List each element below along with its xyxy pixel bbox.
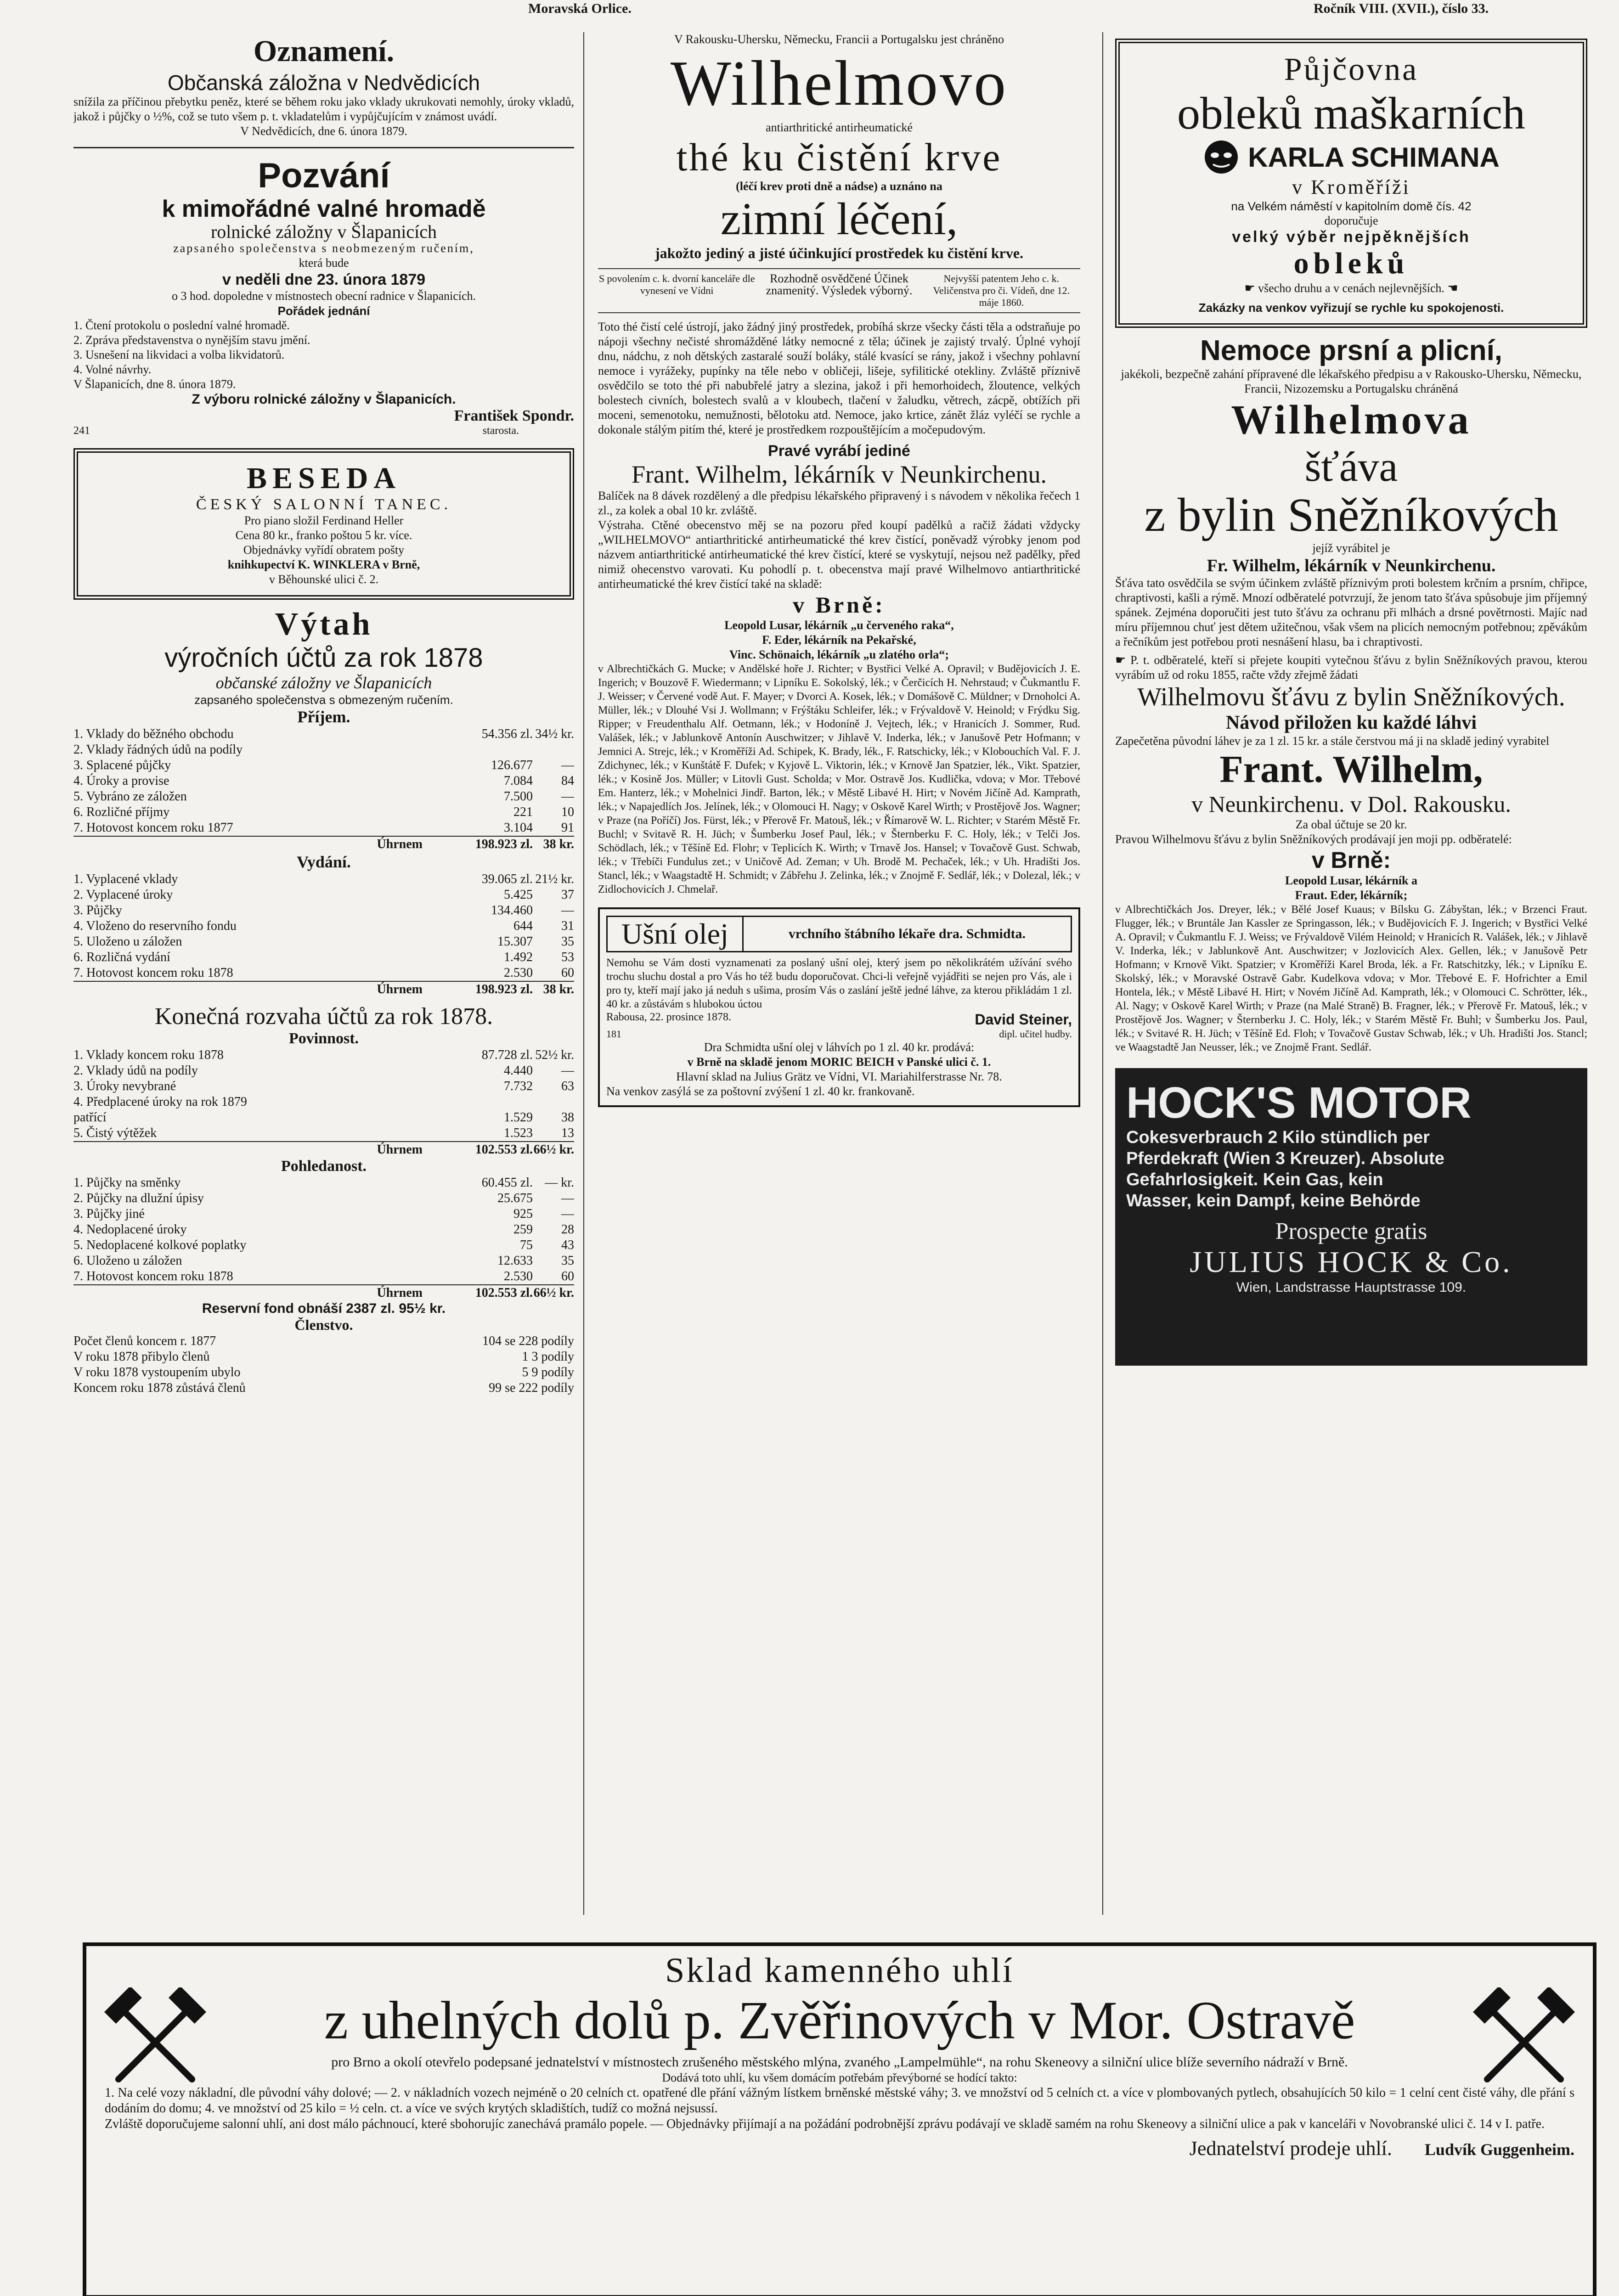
poradek-item: 2. Zpráva představenstva o nynějším stavu jmění. xyxy=(73,333,310,347)
ad-number: 241 xyxy=(73,425,90,437)
row-value: 126.677 xyxy=(491,758,533,772)
row-value: 134.460 xyxy=(491,903,533,917)
ad-number: 181 xyxy=(606,1028,621,1040)
hock-title: HOCK'S MOTOR xyxy=(1126,1078,1472,1127)
row-kr: 10 xyxy=(561,805,574,819)
coal-sign2: Ludvík Guggenheim. xyxy=(1424,2140,1574,2159)
row-value xyxy=(432,1094,533,1110)
wilhelm-vystraha: Výstraha. Ctěné obecenstvo měj se na pozoru před koupí padělků a račiž žádati vždycky „WILHELMOVO“ antiarthritické antirheumatické thé krev čistící, poněvadž výrobky jenom pod názvem antiarthritické antirheumatické thé krev čistící, které se vyskytují, nejsou než padělky, před nimiž ohecenstvo varovati. Ku pohodlí p. t. obecenstva mají pravé Wilhelmovo antiarthritické antirheumatické thé krev čistící také na skladě: xyxy=(598,518,1080,591)
page-header xyxy=(0,0,1619,16)
row-value: 87.728 zl. xyxy=(481,1048,533,1062)
hock-line: Cokesverbrauch 2 Kilo stündlich per xyxy=(1126,1128,1430,1147)
total-label: Úhrnem xyxy=(377,1142,423,1157)
row-label: 1. Vyplacené vklady xyxy=(73,872,178,886)
wilhelm-balicek: Balíček na 8 dávek rozdělený a dle předpisu lékařského připravený i s návodem v několika řečech 1 zl., za kolek a obal 10 kr. zvláště. xyxy=(598,489,1080,517)
row-kr: — xyxy=(561,758,574,772)
povinnost-table xyxy=(73,1047,574,1141)
beseda-line: v Běhounské ulici č. 2. xyxy=(269,573,379,586)
wilhelm-mini-row xyxy=(598,268,1080,313)
row-kr xyxy=(533,742,574,758)
z-bylin-title: z bylin Sněžníkových xyxy=(1144,489,1558,541)
beseda-title: BESEDA xyxy=(246,461,401,495)
row-label: V roku 1878 vystoupením ubylo xyxy=(73,1365,241,1379)
row-label: 5. Uloženo u záložen xyxy=(73,934,182,949)
hand-pointer-icon: ☛ xyxy=(1244,281,1258,295)
oznameni-place: V Nedvědicích, dne 6. února 1879. xyxy=(240,124,407,138)
row-label: 5. Nedoplacené kolkové poplatky xyxy=(73,1238,247,1252)
beseda-ad xyxy=(73,448,574,600)
table-row xyxy=(73,903,574,918)
stava-vbrne: v Brně: xyxy=(1311,847,1391,873)
usni-sign-row xyxy=(606,1011,1072,1028)
row-kr: 38 xyxy=(561,1110,574,1125)
wilhelmova-title: Wilhelmova xyxy=(1231,397,1472,443)
coal-big: z uhelných dolů p. Zvěřinových v Mor. Ostravě xyxy=(324,1990,1355,2050)
seller-line: Vinc. Schönaich, lékárník „u zlatého orla“; xyxy=(729,648,949,661)
row-label: Koncem roku 1878 zůstává členů xyxy=(73,1381,246,1395)
row-kr: 35 xyxy=(561,934,574,949)
seller-line: Leopold Lusar, lékárník a xyxy=(1285,874,1417,887)
total-kr: 38 kr. xyxy=(543,982,574,996)
pozvani-role: starosta. xyxy=(482,425,519,437)
wilhelm-title: Wilhelmovo xyxy=(670,48,1008,119)
table-row xyxy=(73,950,574,965)
coal-sign xyxy=(105,2137,1574,2160)
rozvaha-title: Konečná rozvaha účtů za rok 1878. xyxy=(154,1003,493,1030)
pujcovna-vyber: velký výběr nejpěknějších xyxy=(1232,228,1471,246)
wilhelm-pravy: Pravé vyrábí jediné xyxy=(768,442,910,460)
row-value: 5.425 xyxy=(504,888,533,902)
table-row xyxy=(73,887,574,903)
stava-obal: Za obal účtuje se 20 kr. xyxy=(1295,818,1407,831)
reserve-fund: Reservní fond obnáší 2387 zl. 95½ kr. xyxy=(202,1301,446,1316)
vytah-type: zapsaného společenstva s obmezeným ručením. xyxy=(194,693,453,707)
total-label: Úhrnem xyxy=(377,982,423,996)
oznameni-body: snížila za příčinou přebytku peněz, které se během roku jako vklady ukrukovati nemohly, úroky vkladů, jakož i půjčky o ½%, což se tuto všem p. t. vkladatelům i vypůjčujícím v známost uvádí. xyxy=(73,95,574,123)
vydani-title: Vydání. xyxy=(297,853,351,871)
row-kr: 21½ kr. xyxy=(535,872,574,886)
row-kr: 63 xyxy=(561,1079,574,1093)
hock-line: Wasser, kein Dampf, keine Behörde xyxy=(1126,1191,1421,1210)
pujcovna-addr: na Velkém náměstí v kapitolním domě čís. 42 xyxy=(1231,199,1472,213)
wilhelm-cure: zimní léčení, xyxy=(720,193,958,244)
row-value: 1 3 podíly xyxy=(522,1350,574,1364)
stava-title: šťáva xyxy=(1304,443,1398,490)
row-value: 104 se 228 podíly xyxy=(482,1334,574,1348)
wilhelm-body: Toto thé čistí celé ústrojí, jako žádný jiný prostředek, probíhá skrze všecky části těla a odstraňuje po nápoji všechny nečisté shromážděné látky nemocné z těla; účinek je zajistý trvalý. Úplné vyhojí dnu, nádchu, z noh dětských zastaralé souží boláky, stálé kvasící se rány, jakož i všechny pohlavní nemoce i vyrážeky, pupínky na těle nebo v obličeji, lišeje, syfilitické otekliny. Zvláště příznivě osvědčilo se toto thé při nabubřelé jatry a slezina, jakož i při hemorhoidech, žloutence, velkých bolestech civních, bolestech svalů a v kloubech, tlačení v žaludku, větrech, zácpě, obtížích při moceni, semenotoku, nemužnosti, bělotoku atd. Nemoce, jako krtice, zánět žláz vyléčí se rychle a dokonale stálým pitím thé, které je prostředkem rozpouštějícím a močepudovým. xyxy=(598,320,1080,436)
vytah-org: občanské záložny ve Šlapanicích xyxy=(215,674,432,692)
mini-cell: Rozhodně osvědčené Účinek znamenitý. Výsledek výborný. xyxy=(766,272,913,297)
row-kr: — xyxy=(561,903,574,917)
poradek-list xyxy=(73,318,574,377)
usni-title: Ušní olej xyxy=(608,917,744,951)
row-label: 1. Půjčky na směnky xyxy=(73,1176,181,1190)
row-label: 4. Nedoplacené úroky xyxy=(73,1222,187,1237)
beseda-line: knihkupectví K. WINKLERA v Brně, xyxy=(227,558,420,571)
oznameni-sub: Občanská záložna v Nedvědicích xyxy=(167,71,480,95)
header-right: Ročník VIII. (XVII.), číslo 33. xyxy=(1314,1,1489,16)
table-row xyxy=(73,1175,574,1191)
pozvani-type: zapsaného společenstva s neobmezeným ručením, xyxy=(173,242,474,255)
row-value: 2.530 xyxy=(504,966,533,980)
hand-pointer-icon: ☚ xyxy=(1444,281,1458,295)
usni-sub: vrchního štábního lékaře dra. Schmidta. xyxy=(788,926,1026,941)
row-kr: — xyxy=(561,1191,574,1205)
clenstvo-title: Členstvo. xyxy=(294,1317,353,1333)
hock-motor-ad xyxy=(1115,1068,1587,1366)
pujcovna-druhy xyxy=(1128,281,1574,296)
seller-line: Leopold Lusar, lékárník „u červeného raka“, xyxy=(724,619,954,632)
row-value: 221 xyxy=(513,805,533,819)
total-label: Úhrnem xyxy=(377,1286,423,1300)
total-value: 198.923 zl. xyxy=(475,982,533,996)
row-value: 75 xyxy=(520,1238,533,1252)
row-label: 1. Vklady koncem roku 1878 xyxy=(73,1048,224,1062)
mini-cell: Nejvyšší patentem Jeho c. k. Veličenstva pro či. Vídeň, dne 12. máje 1860. xyxy=(933,273,1070,308)
table-row xyxy=(73,918,574,934)
row-value: 60.455 zl. xyxy=(481,1176,533,1190)
row-label: 6. Uloženo u záložen xyxy=(73,1254,182,1268)
vydani-table xyxy=(73,872,574,981)
stava-sellers: v Albrechtičkách Jos. Dreyer, lék.; v Bělé Josef Kuaus; v Bílsku G. Zábyštan, lék.; v Brzenci Fraut. Flugger, lék.; v Bruntále Jan Kassler ze Springasson, lék.; v Budějovicích F. J. Ingerich; v Bystřici Velké A. Opravil; v Čukmantlu F. J. Weiss; ve Frývaldově Vilém Heinold; v Hranicích R. Valášek, lék.; v Jihlavě V. Inderka, lék.; v Jablunkově Ant. Auschwitzer; v Jozlovicích Alex. Gellen, lék.; v Janušově Petr Hofmann; v Krnově Vikt. Spatzier; v Kroměříži Karel Brodа, lék. a Fr. Ratschitzky, lék.; v Lipníku E. Skolský, lék.; v Moravské Ostravě Gabr. Kudelkova vdova; v Mor. Třebové E. F. Hofrichter a Emil Hontela, lék.; v Městě Libavé H. Hirt; v Novém Jičíně Ad. Kamprath, lék.; v Olomouci C. Schrötter, lék., Al. Nagy; v Oskově Karel Wirth; v Praze (na Malé Straně) B. Fragner, lék.; v Přerově Fr. Matouš, lék.; v Prostějově Jos. Wagner; v Šternberku J. C. Holy, lék.; v Starém Městě Fr. Buhl; v Šumberku Jos. Paul, lék.; v Svitavé R. H. Jüch; v Těšíně Ed. Floh; v Tovačově Gustav Schwab, lék.; v Uh. Hradišti Jos. Stancl; ve Waagstadtě Jan Neusser, lék.; ve Znojmě Frant. Sedlář. xyxy=(1115,904,1587,1053)
wilhelm-tagline: jakožto jediný a jisté účinkující prostředek ku čistění krve. xyxy=(654,245,1024,261)
table-row xyxy=(73,1253,574,1269)
row-value: 54.356 zl. xyxy=(481,727,533,741)
wilhelm-sellers: v Albrechtičkách G. Mucke; v Andělské hoře J. Richter; v Bystřici Velké A. Opravil; v Budějovicích J. E. Ingerich; v Bouzově F. Wiedermann; v Lipníku E. Sokolský, lék.; v Čerčicích H. Nehrstaud; v Čukmantlu F. J. Weisser; v Červené vodě Aut. F. Mayer; v Dvorci A. Kosek, lék.; v Domášově C. Müldner; v Drnoholci A. Müller, lék.; v Dlouhé Vsi J. Wollmann; v Frýštáku Schleifer, lék.; v Frývaldově V. Heinold; v Frýdku Sig. Ripper; v Freudenthalu Alf. Oetmann, lék.; v Hodoníně J. Vejtech, lék.; v Hranicích J. Sommer, Rud. Valášek, lék.; v Jablunkově Antonín Auschwitzer; v Jihlavě V. Inderka, lék.; v Janušově Petr Hofmann; v Jemnici A. Strejc, lék.; v Kroměříži Ad. Schipek, K. Brady, lék., F. Ratschicky, lék.; v Klobouchích Val. F. J. Zdichynec, lék.; v Kunštátě F. Dufek; v Kyjově L. Viktorin, lék.; v Krnově Jan Spatzier, lék., Vikt. Spatzier, lék.; v Kosině Jos. Müller; v Litovli Gust. Scholda; v Mor. Ostravě Jos. Kudlička, vdova; v Mor. Třebové Em. Hanterz, lék.; v Mohelnici Jindř. Barton, lék.; v Městě Libavé H. Hirt; v Novém Jičíně Ad. Kamprath, lék.; v Napajedlích Jos. Jelínek, lék.; v Olomouci H. Nagy; v Oskově Karel Wirth; v Prostějově Jos. Wagner; v Praze (na Poříčí) Jos. Fürst, lék.; v Přerově Fr. Matouš, lék.; v Římarově W. L. Richter; v Starém Městě Fr. Buchl; v Svitavě R. H. Jüch; v Šumberku Josef Paul, lék.; v Šternberku F. C. Holy, lék.; v Telči Jos. Schödlach, lék.; v Těšíně Ed. Flohr; v Teplicích K. Wirth; v Trnavě Jos. Hansel; v Tovačově Gust. Schwab, lék.; v Třebíči Fundulus zet.; v Uničově Ad. Zeman; v Uh. Brodě M. Pechaček, lék.; v Uh. Hradišti Jos. Stancl, lék.; v Waagstadtě H. Schmidt; v Zábřehu J. Zelinka, lék.; v Znojmě F. Sedlář, lék.; v Dolezal, lék.; v Zidlochovicích J. Chmelař. xyxy=(598,663,1080,895)
row-kr: 43 xyxy=(561,1238,574,1252)
row-label: 4. Vloženo do reservního fondu xyxy=(73,919,237,933)
hock-line: Pferdekraft (Wien 3 Kreuzer). Absolute Gefahrlosigkeit. Kein Gas, kein xyxy=(1126,1149,1444,1189)
table-row xyxy=(73,820,574,836)
hock-line: JULIUS HOCK & Co. xyxy=(1190,1245,1513,1279)
row-label: 7. Hotovost koncem roku 1878 xyxy=(73,966,233,980)
crossed-hammers-icon xyxy=(1469,1987,1579,2098)
pozvani-sub: k mimořádné valné hromadě xyxy=(162,196,486,222)
stava-pt-text: P. t. odběratelé, kteří si přejete koupiti vytečnou šťávu z bylin Sněžníkových pravou, kterou vyrábím už od roku 1855, račte vždy zřejmě žádati xyxy=(1115,653,1588,681)
stava-pt xyxy=(1115,653,1587,682)
row-value: 7.084 xyxy=(504,774,533,788)
row-label: 3. Půjčky jiné xyxy=(73,1207,145,1221)
row-kr xyxy=(533,1094,574,1110)
row-label: 7. Hotovost koncem roku 1878 xyxy=(73,1269,233,1283)
prijem-title: Příjem. xyxy=(297,708,350,726)
table-row xyxy=(73,1079,574,1094)
usni-line: Na venkov zasýlá se za poštovní zvýšení 1 zl. 40 kr. frankovaně. xyxy=(606,1085,915,1098)
table-row xyxy=(73,789,574,805)
coal-line1: pro Brno a okolí otevřelo podepsané jednatelství v místnostech zrušeného městského mlýna, zvaného „Lampelmühle“, na rohu Skeneovy a silniční ulice blíže severního nádraží v Brně. xyxy=(331,2054,1348,2070)
pujcovna-name: KARLA SCHIMANA xyxy=(1248,141,1500,173)
seller-line: Fraut. Eder, lékárník; xyxy=(1295,889,1408,902)
clenstvo-table xyxy=(73,1334,574,1396)
stava-maker-intro: jejíž vyrábitel je xyxy=(1312,541,1390,555)
povinnost-title: Povinnost. xyxy=(288,1030,359,1047)
row-label: patřící xyxy=(73,1110,107,1125)
pohledanost-table xyxy=(73,1175,574,1284)
wilhelm-subtitle: antiarthritické antirheumatické xyxy=(766,121,913,134)
total-kr: 66½ kr. xyxy=(533,1286,574,1300)
row-label: 5. Vybráno ze záložen xyxy=(73,789,187,804)
row-label: 5. Čistý výtěžek xyxy=(73,1126,157,1140)
table-row xyxy=(73,1191,574,1206)
row-label: 3. Půjčky xyxy=(73,903,122,917)
prijem-total xyxy=(73,836,574,852)
pujcovna-city: v Kroměříži xyxy=(1292,176,1410,198)
usni-body: Nemohu se Vám dosti vyznamenati za poslaný ušní olej, který jsem po několikrátém užívání svého trochu sluchu dostal a pro Vás ho též budu doporučovat. Chci-li veřejně vyjádřiti se nejen pro Vás, ale i pro ty, kteří mají jako já neduh s ušima, prosím Vás o zaslání ještě jedné láhve, za kterou přikládám 1 zl. 40 kr. a zůstávám s hlubokou úctou xyxy=(606,957,1072,1010)
stava-body: Šťáva tato osvědčila se svým účinkem zvláště příznivým proti bolestem krčním a prsním, chřipce, chraptivosti, kašli a rýmě. Mnozí odběratelé potvrzují, že jenom tato šťáva spůsobuje jim příjemný spánek. Zejména doporučiti jest tuto šťávu za ochranu při mlhách a drsné povětrnosti. Majíc nad míru příjemnou chuť jest dětem užitečnou, však všem na plicích nemocným potřebnou; zpěvákům a řečníkům jest potřebou proti nesnášení hlasu, ba i chraptivosti. xyxy=(1115,576,1587,648)
poradek-item: 4. Volné návrhy. xyxy=(73,363,152,376)
row-label: 2. Vyplacené úroky xyxy=(73,888,173,902)
row-kr: 84 xyxy=(561,774,574,788)
row-label: 3. Splacené půjčky xyxy=(73,758,171,772)
usni-meta xyxy=(606,1028,1072,1040)
vydani-total xyxy=(73,981,574,997)
vytah-sub: výročních účtů za rok 1878 xyxy=(164,643,483,673)
pujcovna-obleku: obleků maškarních xyxy=(1177,88,1526,139)
row-value: 1.523 xyxy=(504,1126,533,1140)
row-kr: 60 xyxy=(561,1269,574,1283)
row-value: 5 9 podíly xyxy=(522,1365,574,1379)
row-value: 25.675 xyxy=(497,1191,533,1205)
header-center: Moravská Orlice. xyxy=(528,1,632,16)
pujcovna-druhy-text: všecho druhu a v cenách nejlevnějších. xyxy=(1258,281,1444,295)
row-value: 1.529 xyxy=(504,1110,533,1125)
row-kr: 28 xyxy=(561,1222,574,1237)
pujcovna-name-row xyxy=(1128,139,1574,175)
table-row xyxy=(73,726,574,742)
row-kr: — xyxy=(561,1064,574,1078)
row-label: 2. Vklady řádných údů na podíly xyxy=(73,743,243,757)
table-row xyxy=(73,805,574,820)
pujcovna-title: Půjčovna xyxy=(1284,52,1419,87)
pozvani-title: Pozvání xyxy=(258,156,390,195)
table-row xyxy=(73,1269,574,1284)
stava-maker: Fr. Wilhelm, lékárník v Neunkirchenu. xyxy=(1207,556,1496,575)
pujcovna-doporucuje: doporučuje xyxy=(1324,214,1378,227)
coal-line4: Zvláště doporučujeme salonní uhlí, ani dost málo páchnoucí, které sbohorujíc zanechává pramálo popele. — Objednávky přijímají a na požádání podrobnější zprávu podávají ve skladě samém na rohu Skeneovy a silniční ulice a pak v kanceláři v Novobranské ulici č. 14 v I. patře. xyxy=(105,2117,1545,2131)
column-left xyxy=(73,32,574,1915)
table-row xyxy=(73,1380,574,1396)
prijem-table xyxy=(73,726,574,836)
table-row xyxy=(73,1206,574,1222)
coal-ad xyxy=(83,1942,1596,2296)
coal-line2: Dodává toto uhlí, ku všem domácím potřebám převýborné se hodící takto: xyxy=(662,2071,1017,2084)
row-value: 7.732 xyxy=(504,1079,533,1093)
wilhelm-product: thé ku čistění krve xyxy=(676,135,1002,179)
hock-line: Prospecte gratis xyxy=(1275,1218,1427,1244)
povinnost-total xyxy=(73,1141,574,1158)
mini-cell: S povolením c. k. dvorní kanceláře dle vynesení ve Vídni xyxy=(598,273,755,296)
pozvani-org: rolnické záložny v Šlapanicích xyxy=(210,221,437,242)
row-label: V roku 1878 přibylo členů xyxy=(73,1350,210,1364)
table-row xyxy=(73,742,574,758)
coal-title: Sklad kamenného uhlí xyxy=(665,1951,1014,1990)
row-kr: — kr. xyxy=(545,1176,574,1190)
pujcovna-zakazky: Zakázky na venkov vyřizují se rychle ku spokojenosti. xyxy=(1198,301,1504,315)
row-value: 259 xyxy=(513,1222,533,1237)
crossed-hammers-icon xyxy=(100,1987,210,2098)
wilhelm-intro: V Rakousku-Uhersku, Německu, Francii a Portugalsku jest chráněno xyxy=(674,33,1004,46)
row-value: 1.492 xyxy=(504,950,533,964)
usni-role: dipl. učitel hudby. xyxy=(999,1028,1072,1040)
nemoce-intro: jakékoli, bezpečně zahání přípravené dle lékařského předpisu a v Rakousko-Uhersku, Německu, Francii, Nizozemsku a Portugalsku chráněná xyxy=(1121,367,1582,395)
row-label: 2. Vklady údů na podíly xyxy=(73,1064,198,1078)
column-right xyxy=(1102,32,1599,1915)
usni-name: David Steiner, xyxy=(975,1011,1072,1028)
row-label: Počet členů koncem r. 1877 xyxy=(73,1334,216,1348)
row-kr: 91 xyxy=(561,821,574,835)
table-row xyxy=(73,1125,574,1141)
pohledanost-title: Pohledanost. xyxy=(281,1158,367,1175)
row-kr: 13 xyxy=(561,1126,574,1140)
pujcovna-obleku2: obleků xyxy=(1293,247,1409,280)
row-value: 2.530 xyxy=(504,1269,533,1283)
table-row xyxy=(73,773,574,789)
row-value xyxy=(432,742,533,758)
row-kr: 37 xyxy=(561,888,574,902)
row-label: 2. Půjčky na dlužní úpisy xyxy=(73,1191,204,1205)
table-row xyxy=(73,1094,574,1110)
stava-pravou: Pravou Wilhelmovu šťávu z bylin Sněžníkových prodávají jen moji pp. odběratelé: xyxy=(1115,833,1512,846)
table-row xyxy=(73,965,574,981)
row-kr: — xyxy=(561,1207,574,1221)
row-label: 4. Předplacené úroky na rok 1879 xyxy=(73,1095,247,1109)
table-row xyxy=(73,1238,574,1253)
row-value: 99 se 222 podíly xyxy=(489,1381,574,1395)
row-kr: 60 xyxy=(561,966,574,980)
pozvani-footer xyxy=(73,425,574,437)
row-label: 3. Úroky nevybrané xyxy=(73,1079,176,1093)
pohledanost-total xyxy=(73,1284,574,1301)
pozvani-place: V Šlapanicích, dne 8. února 1879. xyxy=(73,377,236,391)
pozvani-date: v neděli dne 23. února 1879 xyxy=(222,271,426,288)
row-value: 7.500 xyxy=(504,789,533,804)
wilhelm-maker: Frant. Wilhelm, lékárník v Neunkirchenu. xyxy=(631,461,1047,488)
usni-place: Rabousa, 22. prosince 1878. xyxy=(606,1011,731,1023)
hock-line: Wien, Landstrasse Hauptstrasse 109. xyxy=(1236,1280,1467,1295)
row-kr: 53 xyxy=(561,950,574,964)
oznameni-title: Oznamení. xyxy=(253,34,395,68)
hand-pointer-icon: ☛ xyxy=(1115,653,1131,667)
nemoce-title: Nemoce prsní a plicní, xyxy=(1200,335,1503,366)
poradek-item: 3. Usnešení na likvidaci a volba likvidatorů. xyxy=(73,348,285,361)
usni-line: v Brně na skladě jenom MORIC BEICH v Panské ulici č. 1. xyxy=(687,1055,991,1069)
column-middle xyxy=(583,32,1094,1915)
coal-line3: 1. Na celé vozy nákladní, dle původní váhy dolové; — 2. v nákladních vozech nejméně o 20 celních ct. opatřené dle přání vážným lístkem brněnské městské váhy; 3. ve množství od 5 celních ct. a více v plombovaných pytlech, obsahujících 50 kilo = 1 celní cent čisté váhy, dle přání s dodáním do domu; 4. ve množství od 25 kilo = ½ celn. ct. a více ve svých krytých skladištích, tudíž co možná nejsussí. xyxy=(105,2086,1574,2116)
row-value: 644 xyxy=(513,919,533,933)
row-kr: — xyxy=(561,789,574,804)
beseda-sub: ČESKÝ SALONNÍ TANEC. xyxy=(196,496,452,513)
total-value: 102.553 zl. xyxy=(475,1286,533,1300)
stava-zapec: Zapečetěna původní láhev je za 1 zl. 15 kr. a stále čerstvou má ji na skladě jediný vyrabitel xyxy=(1115,734,1550,748)
usni-olej-ad xyxy=(598,907,1080,1107)
coal-sign1: Jednatelství prodeje uhlí. xyxy=(1189,2137,1392,2160)
table-row xyxy=(73,1110,574,1125)
row-label: 1. Vklady do běžného obchodu xyxy=(73,727,234,741)
wilhelm-city: v Brně: xyxy=(793,592,886,618)
stava-frant: Frant. Wilhelm, xyxy=(1219,748,1483,791)
stava-wilhelmovu: Wilhelmovu šťávu z bylin Sněžníkových. xyxy=(1137,683,1565,711)
beseda-line: Cena 80 kr., franko poštou 5 kr. více. xyxy=(235,529,412,542)
mask-icon xyxy=(1203,139,1240,175)
beseda-line: Pro piano složil Ferdinand Heller xyxy=(244,514,404,527)
row-label: 6. Rozličné příjmy xyxy=(73,805,170,819)
usni-line: Hlavní sklad na Julius Grätz ve Vídni, VI. Mariahilferstrasse Nr. 78. xyxy=(676,1070,1002,1083)
table-row xyxy=(73,934,574,950)
row-label: 6. Rozličná vydání xyxy=(73,950,170,964)
row-label: 7. Hotovost koncem roku 1877 xyxy=(73,821,233,835)
table-row xyxy=(73,1063,574,1079)
row-label: 4. Úroky a provise xyxy=(73,774,169,788)
table-row xyxy=(73,872,574,887)
row-kr: 31 xyxy=(561,919,574,933)
total-value: 102.553 zl. xyxy=(475,1142,533,1157)
poradek-title: Pořádek jednání xyxy=(277,304,370,318)
row-kr: 52½ kr. xyxy=(535,1048,574,1062)
usni-line: Dra Schmidta ušní olej v láhvích po 1 zl. 40 kr. prodává: xyxy=(704,1041,975,1054)
row-kr: 34½ kr. xyxy=(535,727,574,741)
table-row xyxy=(73,1047,574,1063)
stava-navod: Návod přiložen ku každé láhvi xyxy=(1225,712,1477,733)
pozvani-sign: Z výboru rolnické záložny v Šlapanicích. xyxy=(192,392,456,407)
row-value: 39.065 zl. xyxy=(481,872,533,886)
table-row xyxy=(73,758,574,773)
total-kr: 38 kr. xyxy=(543,837,574,851)
row-value: 4.440 xyxy=(504,1064,533,1078)
row-value: 15.307 xyxy=(497,934,533,949)
row-value: 12.633 xyxy=(497,1254,533,1268)
table-row xyxy=(73,1349,574,1365)
table-row xyxy=(73,1365,574,1380)
seller-line: F. Eder, lékárník na Pekařské, xyxy=(762,633,916,647)
pujcovna-ad xyxy=(1115,39,1587,328)
table-row xyxy=(73,1334,574,1349)
wilhelm-claim: (léčí krev proti dně a nádse) a uznáno na xyxy=(736,180,942,193)
table-row xyxy=(73,1222,574,1238)
row-value: 3.104 xyxy=(504,821,533,835)
beseda-line: Objednávky vyřídí obratem pošty xyxy=(243,543,405,557)
total-value: 198.923 zl. xyxy=(475,837,533,851)
pozvani-will: která bude xyxy=(299,256,349,270)
pozvani-time: o 3 hod. dopoledne v místnostech obecní radnice v Šlapanicích. xyxy=(171,289,476,303)
poradek-item: 1. Čtení protokolu o poslední valné hromadě. xyxy=(73,319,290,332)
total-kr: 66½ kr. xyxy=(533,1142,574,1157)
row-kr: 35 xyxy=(561,1254,574,1268)
vytah-title: Výtah xyxy=(275,607,373,642)
row-value: 925 xyxy=(513,1207,533,1221)
stava-neunk: v Neunkirchenu. v Dol. Rakousku. xyxy=(1191,791,1511,817)
total-label: Úhrnem xyxy=(377,837,423,851)
pozvani-person: František Spondr. xyxy=(454,407,574,424)
